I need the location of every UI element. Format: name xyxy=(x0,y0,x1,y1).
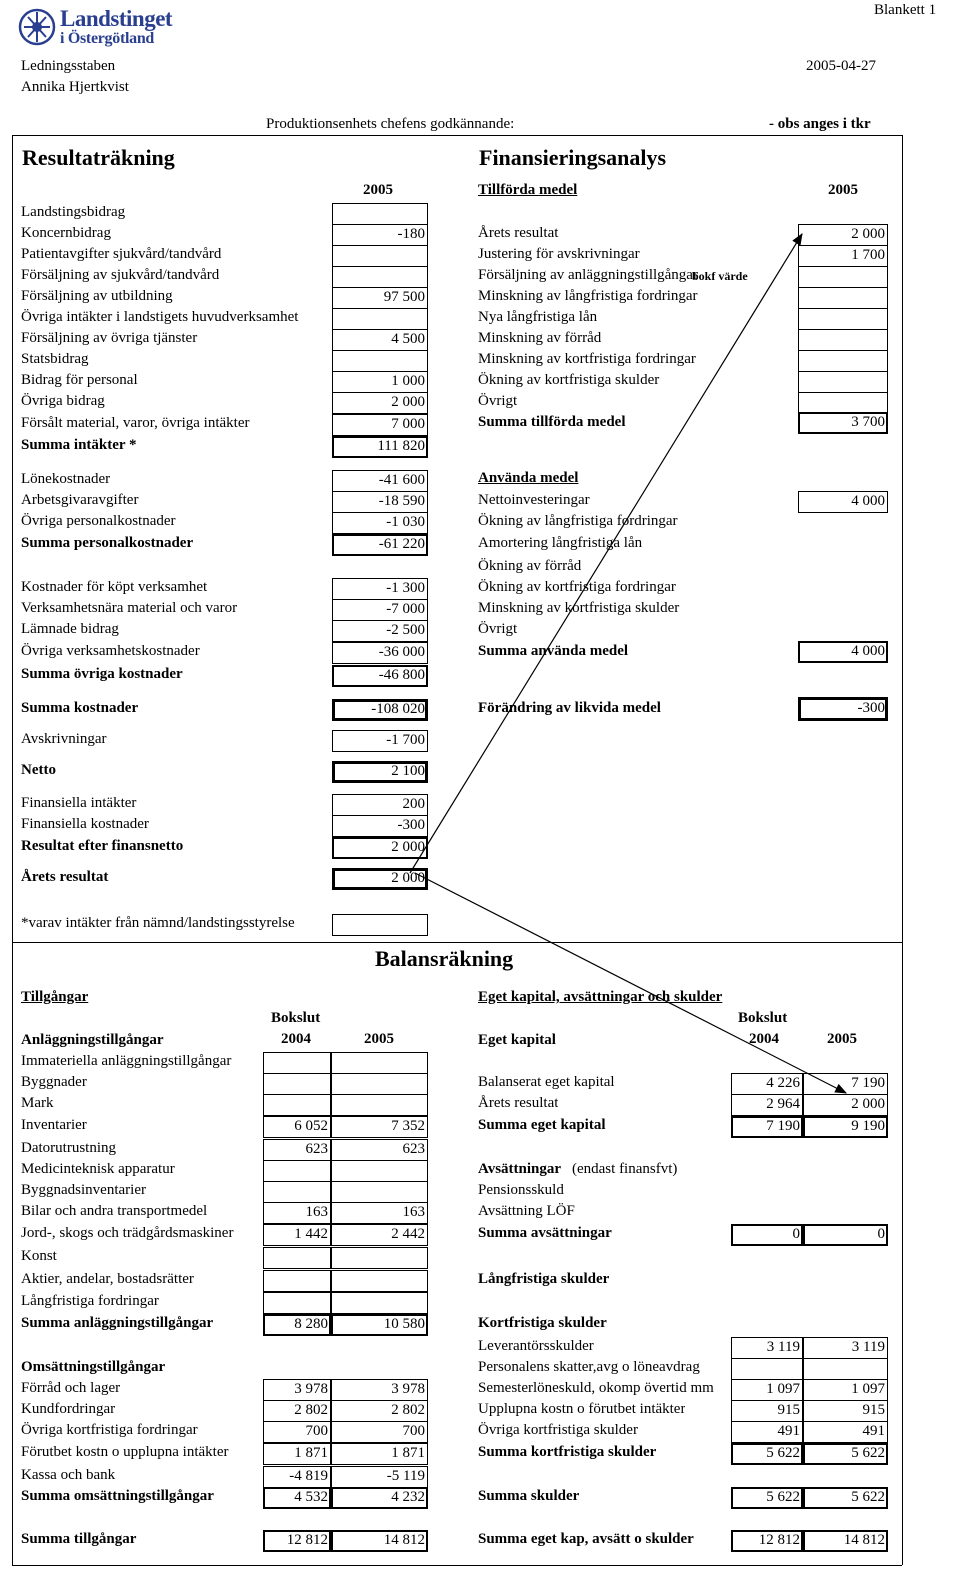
balans-right-value-2005: 491 xyxy=(862,1423,885,1439)
summa-anvanda-label: Summa använda medel xyxy=(478,643,629,659)
balans-right-value-2004: 2 964 xyxy=(766,1096,800,1112)
balans-right-value-2005: 7 190 xyxy=(851,1075,885,1091)
balans-right-value-2005: 3 119 xyxy=(851,1339,885,1355)
resultat-row-value: -108 020 xyxy=(371,701,425,717)
eget-header: Eget kapital, avsättningar och skulder xyxy=(478,989,723,1005)
resultat-row-value: -300 xyxy=(397,817,425,833)
bokslut-left: Bokslut xyxy=(271,1010,321,1026)
balans-right-label: Pensionsskuld xyxy=(478,1182,564,1198)
year-2005-right: 2005 xyxy=(827,1031,857,1047)
resultat-row-label: Bidrag för personal xyxy=(21,372,138,388)
balans-right-value-2004: 915 xyxy=(777,1402,800,1418)
resultat-row-label: Summa personalkostnader xyxy=(21,535,194,551)
balans-right-suffix: (endast finansfvt) xyxy=(572,1161,678,1177)
anvanda-row-label: Amortering långfristiga lån xyxy=(478,535,643,551)
resultat-row-label: Försäljning av sjukvård/tandvård xyxy=(21,267,220,283)
resultat-row-value: 97 500 xyxy=(383,289,425,305)
balans-left-label: Kundfordringar xyxy=(21,1401,116,1417)
balans-left-label: Förutbet kostn o upplupna intäkter xyxy=(21,1444,229,1460)
balans-right-label: Personalens skatter,avg o löneavdrag xyxy=(478,1359,700,1375)
balans-left-label: Medicinteknisk apparatur xyxy=(21,1161,175,1177)
resultat-row-label: Årets resultat xyxy=(21,869,109,885)
resultat-row-label: Resultat efter finansnetto xyxy=(21,838,184,854)
resultat-row-value: 2 000 xyxy=(391,394,425,410)
balans-left-value-2004: 4 532 xyxy=(294,1489,328,1505)
balans-left-label: Förråd och lager xyxy=(21,1380,121,1396)
resultat-row-label: Verksamhetsnära material och varor xyxy=(21,600,238,616)
balans-left-label: Datorutrustning xyxy=(21,1140,116,1156)
resultat-row-value: 2 000 xyxy=(391,870,425,886)
bokslut-right: Bokslut xyxy=(738,1010,788,1026)
balans-left-label: Summa tillgångar xyxy=(21,1531,137,1547)
balans-left-label: Anläggningstillgångar xyxy=(21,1032,164,1048)
resultat-row-value: 4 500 xyxy=(391,331,425,347)
balans-left-label: Mark xyxy=(21,1095,54,1111)
balans-right-value-2005: 2 000 xyxy=(851,1096,885,1112)
balans-left-value-2004: 1 871 xyxy=(294,1445,328,1461)
balans-right-value-2005: 915 xyxy=(862,1402,885,1418)
resultat-row-value: -1 700 xyxy=(386,732,425,748)
balans-right-value-2005: 0 xyxy=(877,1226,885,1242)
anvanda-row-label: Nettoinvesteringar xyxy=(478,492,590,508)
summa-tillforda-label: Summa tillförda medel xyxy=(478,414,626,430)
tillforda-row-label: Övrigt xyxy=(478,393,518,409)
resultat-row-label: Lämnade bidrag xyxy=(21,621,119,637)
balans-right-label: Summa eget kapital xyxy=(478,1117,606,1133)
resultat-row-label: Avskrivningar xyxy=(21,731,107,747)
balans-right-label: Avsättningar xyxy=(478,1161,562,1177)
arrow-resultat-to-balans xyxy=(415,873,846,1093)
balans-right-label: Eget kapital xyxy=(478,1032,556,1048)
anvanda-row-value: 4 000 xyxy=(851,493,885,509)
balans-left-value-2004: 700 xyxy=(305,1423,328,1439)
resultat-row-label: Övriga intäkter i landstigets huvudverksamhet xyxy=(21,309,299,325)
balans-right-value-2005: 5 622 xyxy=(851,1445,885,1461)
balans-left-value-2004: 12 812 xyxy=(286,1532,328,1548)
balans-right-label: Avsättning LÖF xyxy=(478,1203,575,1219)
balans-left-label: Övriga kortfristiga fordringar xyxy=(21,1422,198,1438)
balans-left-label: Långfristiga fordringar xyxy=(21,1293,159,1309)
resultat-row-value: -41 600 xyxy=(378,472,425,488)
balans-left-value-2005: 623 xyxy=(402,1141,425,1157)
resultat-row-value: -61 220 xyxy=(378,536,425,552)
forandring-value: -300 xyxy=(857,700,885,716)
balans-right-value-2004: 4 226 xyxy=(766,1075,800,1091)
balans-right-value-2004: 0 xyxy=(792,1226,800,1242)
balans-right-value-2005: 9 190 xyxy=(851,1118,885,1134)
balans-left-value-2004: 163 xyxy=(305,1204,328,1220)
resultat-row-label: Försäljning av utbildning xyxy=(21,288,173,304)
summa-tillforda-value: 3 700 xyxy=(851,414,885,430)
resultat-row-value: -180 xyxy=(397,226,425,242)
balans-right-value-2005: 1 097 xyxy=(851,1381,885,1397)
tillforda-row-suffix: bokf värde xyxy=(692,269,748,283)
balans-right-label: Långfristiga skulder xyxy=(478,1271,610,1287)
resultat-row-label: Netto xyxy=(21,762,56,778)
form-id: Blankett 1 xyxy=(874,2,937,18)
balans-left-label: Immateriella anläggningstillgångar xyxy=(21,1053,232,1069)
balans-left-label: Byggnader xyxy=(21,1074,87,1090)
resultat-row-value: 7 000 xyxy=(391,416,425,432)
tillforda-row-label: Justering för avskrivningar xyxy=(478,246,640,262)
finans-title: Finansieringsanalys xyxy=(479,145,667,170)
resultat-row-label: Summa övriga kostnader xyxy=(21,666,183,682)
resultat-row-value: -18 590 xyxy=(378,493,425,509)
author: Annika Hjertkvist xyxy=(21,79,129,95)
balans-left-value-2005: 2 802 xyxy=(391,1402,425,1418)
balans-left-label: Omsättningstillgångar xyxy=(21,1359,166,1375)
balans-left-value-2004: -4 819 xyxy=(289,1468,328,1484)
year-2004-right: 2004 xyxy=(749,1031,779,1047)
resultat-row-label: Övriga bidrag xyxy=(21,393,105,409)
resultat-row-label: Övriga personalkostnader xyxy=(21,513,176,529)
balans-right-label: Övriga kortfristiga skulder xyxy=(478,1422,638,1438)
balans-left-label: Aktier, andelar, bostadsrätter xyxy=(21,1271,194,1287)
resultat-year: 2005 xyxy=(363,182,393,198)
resultat-row-value: 1 000 xyxy=(391,373,425,389)
balans-left-value-2004: 1 442 xyxy=(294,1226,328,1242)
balans-right-label: Summa eget kap, avsätt o skulder xyxy=(478,1531,694,1547)
year-2005-left: 2005 xyxy=(364,1031,394,1047)
tillforda-row-label: Nya långfristiga lån xyxy=(478,309,598,325)
resultat-row-value: 200 xyxy=(402,796,425,812)
resultat-row-value: 2 100 xyxy=(391,763,425,779)
balans-left-value-2004: 3 978 xyxy=(294,1381,328,1397)
resultat-row-value: -1 030 xyxy=(386,514,425,530)
balans-left-value-2005: 163 xyxy=(402,1204,425,1220)
balans-right-label: Leverantörsskulder xyxy=(478,1338,594,1354)
balans-left-value-2005: 10 580 xyxy=(383,1316,425,1332)
balans-right-value-2004: 3 119 xyxy=(766,1339,800,1355)
approval-label: Produktionsenhets chefens godkännande: xyxy=(266,116,515,132)
finans-year: 2005 xyxy=(828,182,858,198)
resultat-title: Resultaträkning xyxy=(22,145,175,170)
anvanda-row-label: Ökning av långfristiga fordringar xyxy=(478,513,678,529)
balans-left-value-2005: 3 978 xyxy=(391,1381,425,1397)
balans-right-value-2004: 491 xyxy=(777,1423,800,1439)
balans-right-label: Summa skulder xyxy=(478,1488,580,1504)
resultat-row-label: Övriga verksamhetskostnader xyxy=(21,643,200,659)
anvanda-row-label: Ökning av förråd xyxy=(478,558,582,574)
resultat-row-value: 2 000 xyxy=(391,839,425,855)
resultat-row-value: -7 000 xyxy=(386,601,425,617)
resultat-row-value: -1 300 xyxy=(386,580,425,596)
balans-title: Balansräkning xyxy=(375,946,514,971)
balans-left-label: Bilar och andra transportmedel xyxy=(21,1203,208,1219)
resultat-row-label: Statsbidrag xyxy=(21,351,89,367)
balans-left-label: Inventarier xyxy=(21,1117,87,1133)
balans-left-value-2004: 2 802 xyxy=(294,1402,328,1418)
resultat-row-label: Summa kostnader xyxy=(21,700,139,716)
balans-left-label: Byggnadsinventarier xyxy=(21,1182,146,1198)
anvanda-row-label: Övrigt xyxy=(478,621,518,637)
logo-region: i Östergötland xyxy=(60,30,155,47)
year-2004-left: 2004 xyxy=(281,1031,311,1047)
balans-right-value-2004: 7 190 xyxy=(766,1118,800,1134)
tillforda-row-label: Minskning av långfristiga fordringar xyxy=(478,288,698,304)
balans-left-value-2004: 8 280 xyxy=(294,1316,328,1332)
balans-left-label: Summa anläggningstillgångar xyxy=(21,1315,214,1331)
resultat-row-value: -36 000 xyxy=(378,644,425,660)
tillforda-row-value: 1 700 xyxy=(851,247,885,263)
balans-right-label: Årets resultat xyxy=(478,1095,559,1111)
resultat-row-label: Summa intäkter * xyxy=(21,437,137,453)
balans-right-label: Summa avsättningar xyxy=(478,1225,612,1241)
resultat-row-label: Lönekostnader xyxy=(21,471,111,487)
balans-left-value-2005: -5 119 xyxy=(386,1468,425,1484)
balans-left-label: Summa omsättningstillgångar xyxy=(21,1488,214,1504)
tillforda-header: Tillförda medel xyxy=(478,182,578,198)
resultat-row-label: Koncernbidrag xyxy=(21,225,111,241)
balans-right-value-2004: 12 812 xyxy=(758,1532,800,1548)
balans-left-label: Jord-, skogs och trädgårdsmaskiner xyxy=(21,1225,234,1241)
summa-anvanda-value: 4 000 xyxy=(851,643,885,659)
resultat-row-value: 111 820 xyxy=(377,438,425,454)
resultat-row-label: Arbetsgivaravgifter xyxy=(21,492,139,508)
tillforda-row-value: 2 000 xyxy=(851,226,885,242)
balans-right-value-2004: 5 622 xyxy=(766,1489,800,1505)
anvanda-row-label: Minskning av kortfristiga skulder xyxy=(478,600,680,616)
balans-left-value-2005: 4 232 xyxy=(391,1489,425,1505)
tillforda-row-label: Årets resultat xyxy=(478,225,559,241)
forandring-label: Förändring av likvida medel xyxy=(478,700,661,716)
balans-right-label: Balanserat eget kapital xyxy=(478,1074,615,1090)
resultat-row-label: Finansiella intäkter xyxy=(21,795,137,811)
department: Ledningsstaben xyxy=(21,58,116,74)
balans-right-label: Summa kortfristiga skulder xyxy=(478,1444,657,1460)
balans-left-value-2005: 7 352 xyxy=(391,1118,425,1134)
balans-right-value-2004: 5 622 xyxy=(766,1445,800,1461)
resultat-row-value: -2 500 xyxy=(386,622,425,638)
resultat-row-label: Patientavgifter sjukvård/tandvård xyxy=(21,246,222,262)
tillgangar-header: Tillgångar xyxy=(21,989,89,1005)
resultat-row-label: Finansiella kostnader xyxy=(21,816,149,832)
tillforda-row-label: Minskning av kortfristiga fordringar xyxy=(478,351,696,367)
balans-left-value-2004: 623 xyxy=(305,1141,328,1157)
resultat-row-label: *varav intäkter från nämnd/landstingsstyrelse xyxy=(21,915,295,931)
resultat-row-label: Försålt material, varor, övriga intäkter xyxy=(21,415,250,431)
balans-left-value-2005: 1 871 xyxy=(391,1445,425,1461)
arrow-resultat-to-finans xyxy=(410,234,802,873)
anvanda-row-label: Ökning av kortfristiga fordringar xyxy=(478,579,676,595)
balans-left-value-2005: 14 812 xyxy=(383,1532,425,1548)
resultat-row-label: Försäljning av övriga tjänster xyxy=(21,330,198,346)
balans-right-label: Upplupna kostn o förutbet intäkter xyxy=(478,1401,686,1417)
resultat-row-label: Landstingsbidrag xyxy=(21,204,126,220)
balans-left-value-2005: 2 442 xyxy=(391,1226,425,1242)
resultat-row-value: -46 800 xyxy=(378,667,425,683)
tillforda-row-label: Ökning av kortfristiga skulder xyxy=(478,372,660,388)
balans-right-label: Semesterlöneskuld, okomp övertid mm xyxy=(478,1380,714,1396)
document-date: 2005-04-27 xyxy=(806,58,876,74)
balans-right-value-2005: 14 812 xyxy=(843,1532,885,1548)
tillforda-row-label: Minskning av förråd xyxy=(478,330,602,346)
balans-left-label: Konst xyxy=(21,1248,57,1264)
balans-right-value-2005: 5 622 xyxy=(851,1489,885,1505)
balans-left-label: Kassa och bank xyxy=(21,1467,116,1483)
balans-left-value-2004: 6 052 xyxy=(294,1118,328,1134)
unit-note: - obs anges i tkr xyxy=(769,116,871,132)
tillforda-row-label: Försäljning av anläggningstillgångar xyxy=(478,267,698,283)
logo-name: Landstinget xyxy=(60,6,173,31)
anvanda-header: Använda medel xyxy=(478,470,579,486)
balans-right-value-2004: 1 097 xyxy=(766,1381,800,1397)
resultat-row-label: Kostnader för köpt verksamhet xyxy=(21,579,208,595)
balans-right-label: Kortfristiga skulder xyxy=(478,1315,607,1331)
balans-left-value-2005: 700 xyxy=(402,1423,425,1439)
